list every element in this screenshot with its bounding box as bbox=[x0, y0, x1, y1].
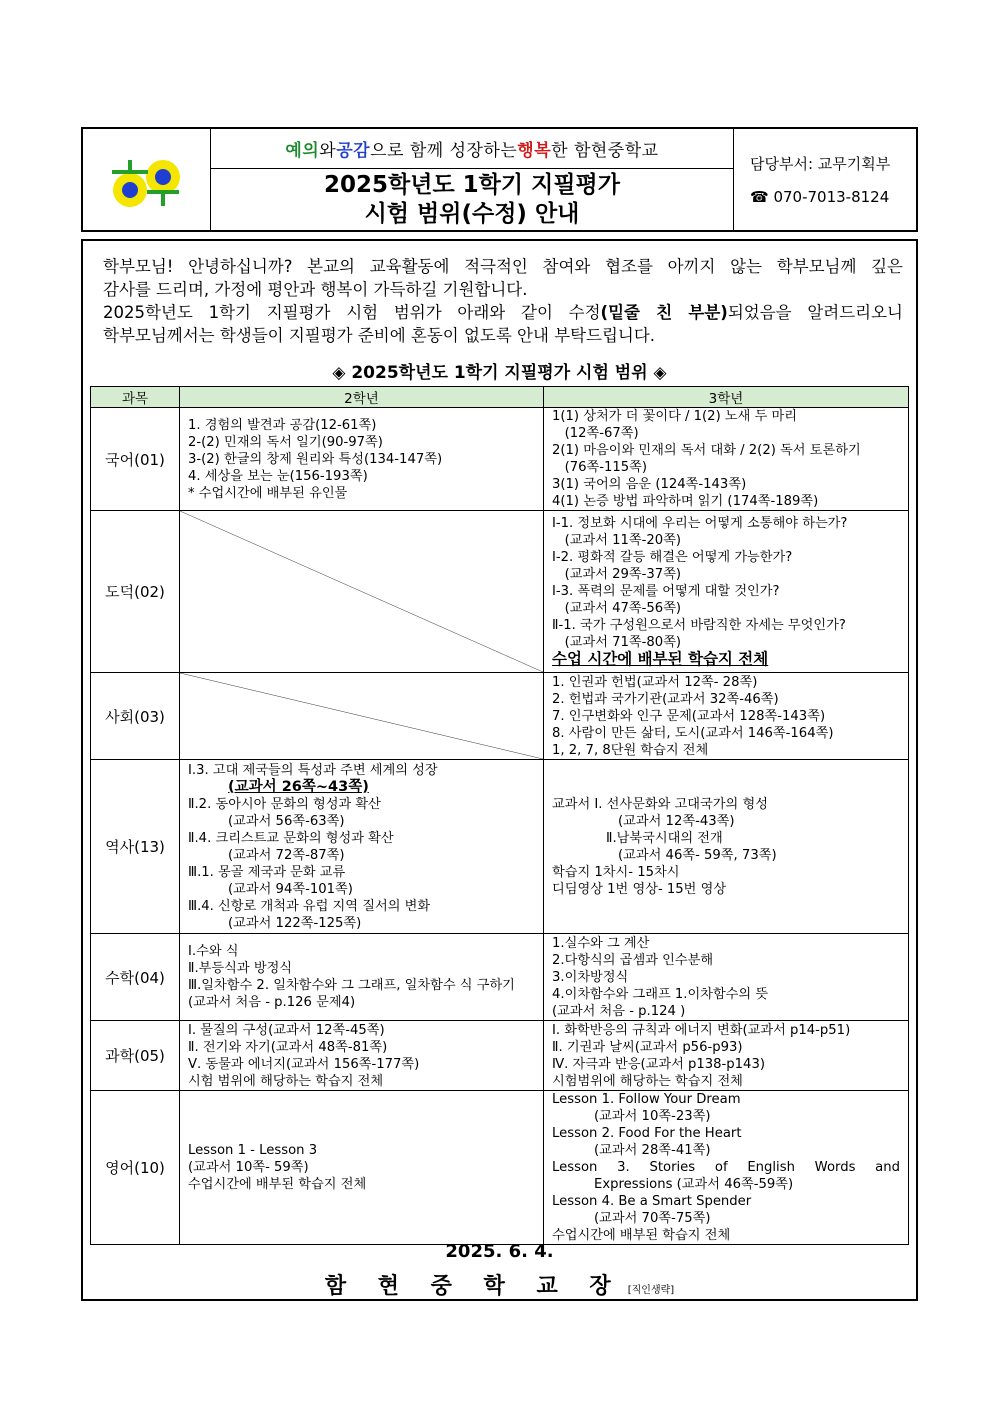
cell-line: (교과서 26쪽~43쪽) bbox=[228, 778, 369, 795]
slogan-part: 공감 bbox=[336, 141, 371, 161]
department: 담당부서: 교무기획부 bbox=[750, 155, 891, 173]
intro-line: 감사를 드리며, 가정에 평안과 행복이 가득하길 기원합니다. bbox=[103, 280, 528, 299]
cell-line: Expressions (교과서 46쪽-59쪽) bbox=[594, 1177, 794, 1192]
cell-line: Ⅰ. 물질의 구성(교과서 12쪽-45쪽) bbox=[188, 1022, 385, 1038]
cell-line: 학습지 1차시- 15차시 bbox=[552, 864, 680, 880]
subject-cell: 역사(13) bbox=[91, 760, 180, 934]
cell-line: (교과서 47쪽-56쪽) bbox=[552, 601, 682, 616]
cell-line: Ⅱ. 기권과 날씨(교과서 p56-p93) bbox=[552, 1039, 743, 1055]
cell-line: Ⅱ. 전기와 자기(교과서 48쪽-81쪽) bbox=[188, 1039, 388, 1055]
grade2-cell bbox=[180, 1091, 544, 1245]
cell-line: (교과서 122쪽-125쪽) bbox=[228, 915, 362, 931]
slogan-part: 한 함현중학교 bbox=[551, 141, 659, 161]
table-row bbox=[91, 673, 909, 760]
cell-line: 1. 경험의 발견과 공감(12-61쪽) bbox=[188, 417, 377, 433]
table-row bbox=[91, 1091, 909, 1245]
subject-cell: 수학(04) bbox=[91, 934, 180, 1021]
intro-line bbox=[103, 301, 903, 324]
intro-text: 되었음을 알려드리오니 bbox=[727, 303, 903, 322]
cell-line: Ⅱ.4. 크리스트교 문화의 형성과 확산 bbox=[188, 830, 394, 846]
grade2-cell bbox=[180, 760, 544, 934]
exam-scope-table bbox=[90, 386, 909, 1245]
diagonal-line bbox=[180, 511, 543, 672]
cell-line: * 수업시간에 배부된 유인물 bbox=[188, 485, 348, 501]
header-middle bbox=[211, 129, 734, 230]
cell-line: Ⅲ.일차함수 2. 일차함수와 그 그래프, 일차함수 식 구하기 bbox=[188, 978, 515, 993]
principal-signature bbox=[83, 1269, 916, 1300]
subject-cell: 과학(05) bbox=[91, 1021, 180, 1091]
grade2-cell bbox=[180, 408, 544, 511]
cell-line: Ⅱ.2. 동아시아 문화의 형성과 확산 bbox=[188, 796, 381, 812]
slogan-part: 으로 함께 성장하는 bbox=[370, 141, 518, 161]
changed-range: 수업 시간에 배부된 학습지 전체 bbox=[552, 650, 769, 668]
grade3-cell bbox=[544, 760, 909, 934]
cell-line: 3-(2) 한글의 창제 원리와 특성(134-147쪽) bbox=[188, 451, 443, 467]
cell-line: (교과서 28쪽-41쪽) bbox=[594, 1143, 711, 1158]
cell-line: (교과서 56쪽-63쪽) bbox=[228, 813, 345, 829]
cell-line: Ⅰ-2. 평화적 갈등 해결은 어떻게 가능한가? bbox=[552, 550, 793, 565]
cell-line: 4.이차함수와 그래프 1.이차함수의 뜻 bbox=[552, 986, 769, 1002]
cell-line: 디딤영상 1번 영상- 15번 영상 bbox=[552, 881, 727, 897]
cell-line: 시험 범위에 해당하는 학습지 전체 bbox=[188, 1073, 384, 1089]
cell-line: Ⅲ.1. 몽골 제국과 문화 교류 bbox=[188, 864, 346, 880]
school-logo bbox=[107, 150, 187, 210]
cell-line: (교과서 70쪽-75쪽) bbox=[594, 1211, 711, 1226]
school-slogan bbox=[211, 129, 733, 169]
cell-line: Ⅰ.3. 고대 제국들의 특성과 주변 세계의 성장 bbox=[188, 762, 438, 778]
cell-line: (교과서 처음 - p.124 ) bbox=[552, 1003, 686, 1019]
cell-line: 1(1) 상처가 더 꽃이다 / 1(2) 노새 두 마리 bbox=[552, 409, 797, 424]
header-box bbox=[81, 127, 918, 232]
cell-line: Ⅰ-3. 폭력의 문제를 어떻게 대할 것인가? bbox=[552, 584, 780, 599]
intro-emphasis: (밑줄 친 부분) bbox=[600, 303, 728, 322]
cell-line: Ⅰ. 화학반응의 규칙과 에너지 변화(교과서 p14-p51) bbox=[552, 1022, 851, 1038]
cell-line: (교과서 11쪽-20쪽) bbox=[552, 533, 682, 548]
cell-line: 교과서 Ⅰ. 선사문화와 고대국가의 형성 bbox=[552, 796, 768, 812]
slogan-part: 행복 bbox=[517, 141, 552, 161]
grade3-cell bbox=[544, 1091, 909, 1245]
cell-line: Lesson 2. Food For the Heart bbox=[552, 1126, 742, 1141]
cell-line: (12쪽-67쪽) bbox=[552, 426, 639, 441]
diagonal-line bbox=[180, 673, 543, 759]
grade2-empty-cell bbox=[180, 511, 544, 673]
header-grade2: 2학년 bbox=[180, 387, 544, 408]
cell-line: 2. 헌법과 국가기관(교과서 32쪽-46쪽) bbox=[552, 691, 779, 707]
document-title bbox=[211, 169, 733, 230]
cell-line: (교과서 46쪽- 59쪽, 73쪽) bbox=[618, 847, 777, 863]
logo-cell bbox=[83, 129, 211, 230]
slogan-part: 와 bbox=[319, 141, 337, 161]
cell-line: 2.다항식의 곱셈과 인수분해 bbox=[552, 952, 714, 968]
body-box bbox=[81, 239, 918, 1301]
slogan-part: 예의 bbox=[285, 141, 320, 161]
header-grade3: 3학년 bbox=[544, 387, 909, 408]
grade2-cell bbox=[180, 934, 544, 1021]
cell-line: 7. 인구변화와 인구 문제(교과서 128쪽-143쪽) bbox=[552, 708, 826, 724]
cell-line: 1. 인권과 헌법(교과서 12쪽- 28쪽) bbox=[552, 674, 758, 690]
title-line: 2025학년도 1학기 지필평가 bbox=[324, 171, 620, 198]
table-row bbox=[91, 408, 909, 511]
cell-line: (76쪽-115쪽) bbox=[552, 460, 648, 475]
grade3-cell bbox=[544, 934, 909, 1021]
cell-line: Ⅱ-1. 국가 구성원으로서 바람직한 자세는 무엇인가? bbox=[552, 618, 846, 633]
subject-cell: 영어(10) bbox=[91, 1091, 180, 1245]
cell-line: (교과서 12쪽-43쪽) bbox=[618, 813, 735, 829]
table-row bbox=[91, 1021, 909, 1091]
cell-line: Lesson 1 - Lesson 3 bbox=[188, 1143, 318, 1158]
phone-number: ☎ 070-7013-8124 bbox=[750, 188, 890, 206]
grade2-cell bbox=[180, 1021, 544, 1091]
cell-line: (교과서 10쪽- 59쪽) bbox=[188, 1160, 309, 1175]
cell-line: Ⅴ. 동물과 에너지(교과서 156쪽-177쪽) bbox=[188, 1056, 420, 1072]
table-title: ◈ 2025학년도 1학기 지필평가 시험 범위 ◈ bbox=[332, 363, 667, 383]
header-subject: 과목 bbox=[91, 387, 180, 408]
cell-line: 시험범위에 해당하는 학습지 전체 bbox=[552, 1073, 743, 1089]
cell-line: Lesson 4. Be a Smart Spender bbox=[552, 1194, 752, 1209]
cell-line: Ⅳ. 자극과 반응(교과서 p138-p143) bbox=[552, 1056, 765, 1072]
cell-line: Ⅰ-1. 정보화 시대에 우리는 어떻게 소통해야 하는가? bbox=[552, 516, 848, 531]
cell-line: (교과서 94쪽-101쪽) bbox=[228, 881, 353, 897]
cell-line: 3(1) 국어의 음운 (124쪽-143쪽) bbox=[552, 477, 747, 492]
grade3-cell bbox=[544, 673, 909, 760]
cell-line: Lesson 1. Follow Your Dream bbox=[552, 1092, 741, 1107]
cell-line: 수업시간에 배부된 학습지 전체 bbox=[188, 1177, 367, 1192]
grade3-lines bbox=[552, 515, 900, 651]
subject-cell: 도덕(02) bbox=[91, 511, 180, 673]
cell-line: 수업시간에 배부된 학습지 전체 bbox=[552, 1228, 731, 1243]
table-header-row bbox=[91, 387, 909, 408]
cell-line: (교과서 10쪽-23쪽) bbox=[594, 1109, 711, 1124]
cell-line: Ⅱ.남북국시대의 전개 bbox=[606, 830, 723, 846]
intro-text: 2025학년도 1학기 지필평가 시험 범위가 아래와 같이 수정 bbox=[103, 303, 601, 322]
table-row bbox=[91, 511, 909, 673]
cell-line: 4(1) 논증 방법 파악하며 읽기 (174쪽-189쪽) bbox=[552, 494, 819, 509]
cell-line: 8. 사람이 만든 삶터, 도시(교과서 146쪽-164쪽) bbox=[552, 725, 834, 741]
title-line: 시험 범위(수정) 안내 bbox=[364, 200, 580, 227]
principal-name: 함 현 중 학 교 장 bbox=[324, 1274, 623, 1299]
grade3-cell bbox=[544, 511, 909, 673]
intro-line: 학부모님! 안녕하십니까? 본교의 교육활동에 적극적인 참여와 협조를 아끼지 않는 학부모님께 깊은 bbox=[103, 257, 903, 276]
cell-line: (교과서 72쪽-87쪽) bbox=[228, 847, 345, 863]
cell-line: (교과서 처음 - p.126 문제4) bbox=[188, 995, 356, 1010]
cell-line: Ⅱ.부등식과 방정식 bbox=[188, 961, 293, 976]
cell-line: 4. 세상을 보는 눈(156-193쪽) bbox=[188, 468, 368, 484]
subject-cell: 사회(03) bbox=[91, 673, 180, 760]
table-row bbox=[91, 934, 909, 1021]
seal-omitted: [직인생략] bbox=[627, 1285, 675, 1296]
cell-line: 3.이차방정식 bbox=[552, 969, 629, 985]
cell-line: (교과서 29쪽-37쪽) bbox=[552, 567, 682, 582]
subject-cell: 국어(01) bbox=[91, 408, 180, 511]
cell-line: 1, 2, 7, 8단원 학습지 전체 bbox=[552, 742, 709, 758]
cell-line: Ⅰ.수와 식 bbox=[188, 944, 239, 959]
table-row bbox=[91, 760, 909, 934]
intro-paragraph bbox=[103, 255, 903, 347]
cell-line: (교과서 71쪽-80쪽) bbox=[552, 635, 682, 650]
issue-date: 2025. 6. 4. bbox=[445, 1241, 554, 1262]
cell-line: 1.실수와 그 계산 bbox=[552, 935, 650, 951]
header-contact bbox=[734, 129, 916, 230]
cell-line: 2(1) 마음이와 민재의 독서 대화 / 2(2) 독서 토론하기 bbox=[552, 443, 861, 458]
grade3-cell bbox=[544, 1021, 909, 1091]
cell-line: Ⅲ.4. 신항로 개척과 유럽 지역 질서의 변화 bbox=[188, 898, 431, 914]
cell-line: Lesson 3. Stories of English Words and bbox=[552, 1160, 900, 1175]
cell-line: 2-(2) 민재의 독서 일기(90-97쪽) bbox=[188, 434, 383, 450]
grade3-cell bbox=[544, 408, 909, 511]
grade2-empty-cell bbox=[180, 673, 544, 760]
intro-line: 학부모님께서는 학생들이 지필평가 준비에 혼동이 없도록 안내 부탁드립니다. bbox=[103, 326, 656, 345]
